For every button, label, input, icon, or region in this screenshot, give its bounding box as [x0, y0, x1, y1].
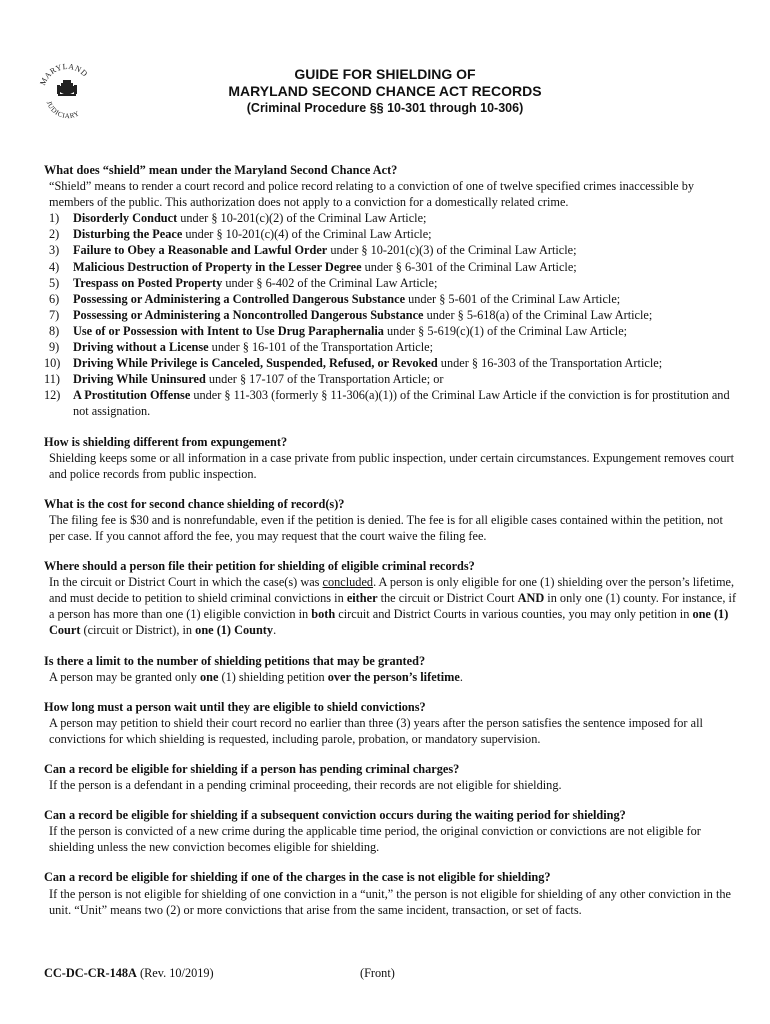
question-pending-charges: Can a record be eligible for shielding if a person has pending criminal charges? — [44, 762, 460, 776]
page-side-label: (Front) — [360, 966, 395, 980]
answer-wait-period: A person may petition to shield their court record no earlier than three (3) years after the person satisfies the sentence imposed for all convictions for which shielding is requested, including parole, probation, or mandatory supervision. — [49, 715, 703, 746]
header-subtitle: (Criminal Procedure §§ 10-301 through 10-306) — [246, 101, 524, 115]
maryland-judiciary-seal — [36, 58, 98, 120]
question-shield-meaning: What does “shield” mean under the Maryland Second Chance Act? — [44, 163, 398, 177]
list-item: 7) Possessing or Administering a Noncontrolled Dangerous Substance under § 5-618(a) of the Criminal Law Article; — [49, 307, 653, 322]
header-title-line1: GUIDE FOR SHIELDING OF — [294, 66, 476, 82]
answer-pending-charges: If the person is a defendant in a pending criminal proceeding, their records are not eligible for shielding. — [49, 778, 562, 793]
question-wait-period: How long must a person wait until they are eligible to shield convictions? — [44, 699, 426, 714]
seal-emblem-icon — [57, 80, 77, 96]
answer-ineligible-charge: If the person is not eligible for shielding of one conviction in a “unit,” the person is not eligible for shielding of any other conviction in the unit. “Unit” means two (2) or more convictions that arise from the same incident, transaction, or set of facts. — [49, 886, 731, 917]
list-item: 4) Malicious Destruction of Property in the Lesser Degree under § 6-301 of the Criminal Law Article; — [49, 259, 577, 274]
answer-shield-meaning: “Shield” means to render a court record and police record relating to a conviction of one of twelve specified crimes inaccessible by members of the public. This authorization does not apply to a conviction for a domestically related crime. — [49, 179, 694, 210]
document-body — [44, 162, 740, 918]
question-subsequent-conviction: Can a record be eligible for shielding if a subsequent conviction occurs during the waiting period for shielding? — [44, 808, 626, 823]
answer-subsequent-conviction: If the person is convicted of a new crime during the applicable time period, the original conviction or convictions are not eligible for shielding unless the new conviction becomes eligible for shielding. — [49, 824, 701, 855]
list-item: 8) Use of or Possession with Intent to Use Drug Paraphernalia under § 5-619(c)(1) of the Criminal Law Article; — [49, 323, 628, 338]
list-item: 10) Driving While Privilege is Canceled, Suspended, Refused, or Revoked under § 16-303 of the Transportation Article; — [44, 356, 663, 371]
answer-cost: The filing fee is $30 and is nonrefundable, even if the petition is denied. The fee is for all eligible cases contained within the petition, not per case. If you cannot afford the fee, you may request that the court waive the filing fee. — [49, 512, 723, 543]
question-where-file: Where should a person file their petition for shielding of eligible criminal records? — [44, 559, 475, 574]
seal-top-text: MARYLAND — [38, 61, 90, 87]
question-ineligible-charge: Can a record be eligible for shielding if one of the charges in the case is not eligible for shielding? — [44, 870, 551, 885]
list-item: 3) Failure to Obey a Reasonable and Lawful Order under § 10-201(c)(3) of the Criminal Law Article; — [49, 243, 577, 258]
eligible-crimes-list — [44, 210, 740, 419]
list-item: 11) Driving While Uninsured under § 17-107 of the Transportation Article; or — [44, 372, 444, 387]
page-footer — [44, 966, 395, 981]
question-petition-limit: Is there a limit to the number of shielding petitions that may be granted? — [44, 653, 426, 668]
list-item: 9) Driving without a License under § 16-101 of the Transportation Article; — [49, 340, 433, 355]
answer-shield-vs-expunge: Shielding keeps some or all information in a case private from public inspection, under certain circumstances. Expungement removes court and police records from public inspection. — [49, 450, 734, 481]
form-number: CC-DC-CR-148A — [44, 966, 137, 980]
list-item: 2) Disturbing the Peace under § 10-201(c)(4) of the Criminal Law Article; — [49, 227, 432, 242]
answer-petition-limit: A person may be granted only one (1) shielding petition over the person’s lifetime. — [49, 669, 463, 684]
list-item: 5) Trespass on Posted Property under § 6-402 of the Criminal Law Article; — [49, 275, 438, 290]
question-shield-vs-expunge: How is shielding different from expungement? — [44, 434, 288, 449]
header-title-line2: MARYLAND SECOND CHANCE ACT RECORDS — [228, 83, 542, 99]
form-revision: (Rev. 10/2019) — [136, 966, 214, 980]
question-cost: What is the cost for second chance shielding of record(s)? — [44, 496, 345, 511]
list-item: 12) A Prostitution Offense under § 11-303 (formerly § 11-306(a)(1)) of the Criminal Law Article if the conviction is for prostitution and not assignation. — [44, 388, 730, 419]
list-item: 6) Possessing or Administering a Controlled Dangerous Substance under § 5-601 of the Criminal Law Article; — [49, 291, 621, 306]
svg-text:JUDICIARY — [45, 100, 81, 120]
seal-bottom-text: JUDICIARY — [44, 99, 81, 120]
document-header — [150, 66, 620, 116]
list-item: 1) Disorderly Conduct under § 10-201(c)(2) of the Criminal Law Article; — [49, 211, 427, 226]
answer-where-file: In the circuit or District Court in which the case(s) was concluded. A person is only eligible for one (1) shielding over the person’s lifetime, and must decide to petition to shield criminal convictions in either the circuit or District Court AND in only one (1) county. For instance, if a person has more than one (1) eligible conviction in both circuit and District Courts in various counties, you may only petition in one (1) Court (circuit or District), in one (1) County. — [49, 575, 737, 638]
